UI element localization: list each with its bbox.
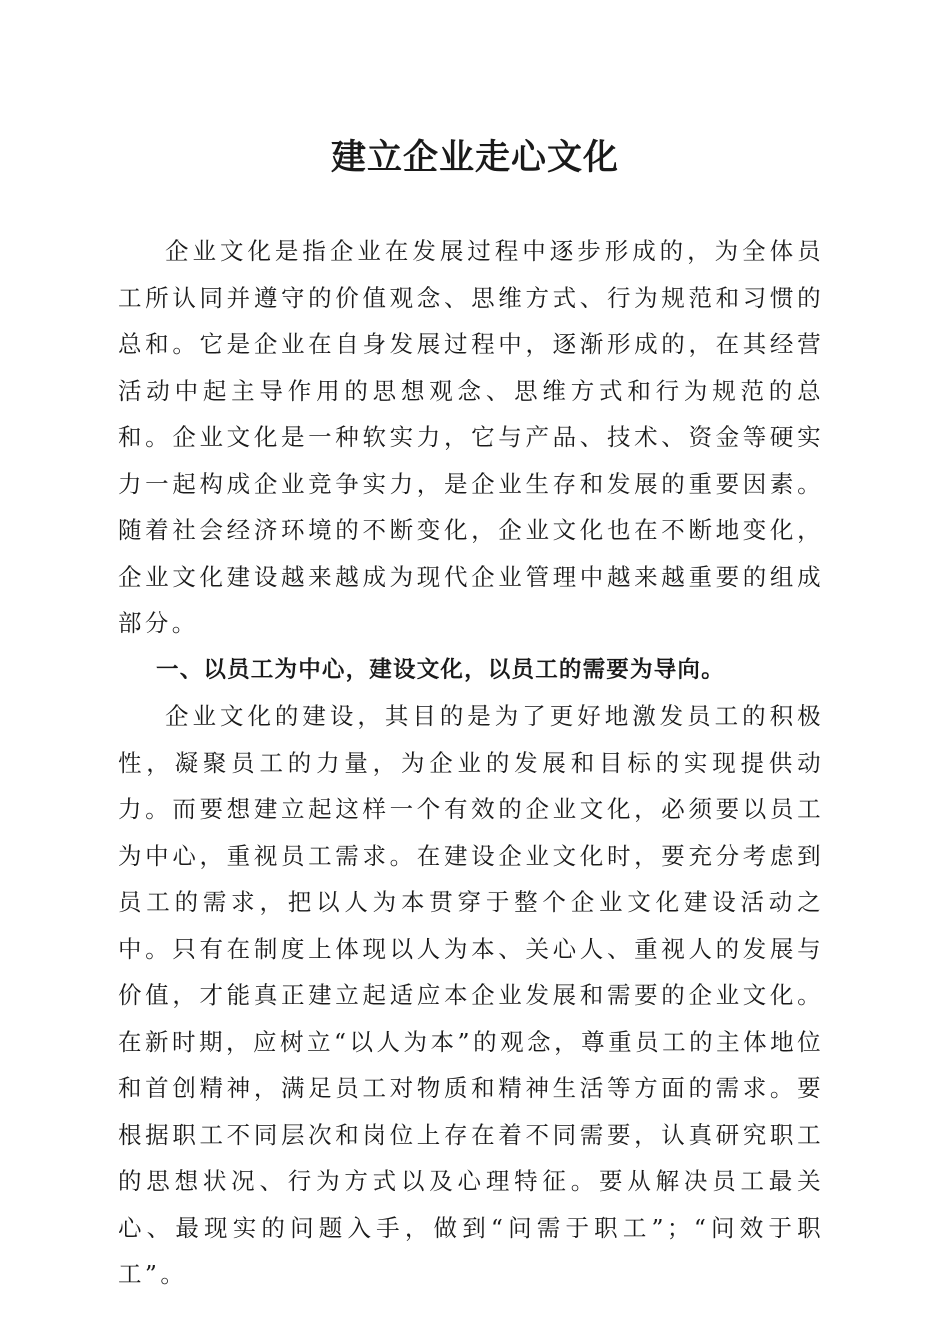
document-body xyxy=(118,228,824,1298)
section-heading: 一、以员工为中心，建设文化，以员工的需要为导向。 xyxy=(156,656,725,683)
section-paragraph: 企业文化的建设，其目的是为了更好地激发员工的积极性，凝聚员工的力量，为企业的发展和目标的实现提供动力。而要想建立起这样一个有效的企业文化，必须要以员工为中心，重视员工需求。在建设企业文化时，要充分考虑到员工的需求，把以人为本贯穿于整个企业文化建设活动之中。只有在制度上体现以人为本、关心人、重视人的发展与价值，才能真正建立起适应本企业发展和需要的企业文化。在新时期，应树立“以人为本”的观念，尊重员工的主体地位和首创精神，满足员工对物质和精神生活等方面的需求。要根据职工不同层次和岗位上存在着不同需要，认真研究职工的思想状况、行为方式以及心理特征。要从解决员工最关心、最现实的问题入手，做到“问需于职工”；“问效于职工”。 xyxy=(118,702,824,1288)
document-title: 建立企业走心文化 xyxy=(330,137,619,178)
intro-paragraph: 企业文化是指企业在发展过程中逐步形成的，为全体员工所认同并遵守的价值观念、思维方式、行为规范和习惯的总和。它是企业在自身发展过程中，逐渐形成的，在其经营活动中起主导作用的思想观念、思维方式和行为规范的总和。企业文化是一种软实力，它与产品、技术、资金等硬实力一起构成企业竞争实力，是企业生存和发展的重要因素。随着社会经济环境的不断变化，企业文化也在不断地变化，企业文化建设越来越成为现代企业管理中越来越重要的组成部分。 xyxy=(118,237,824,637)
